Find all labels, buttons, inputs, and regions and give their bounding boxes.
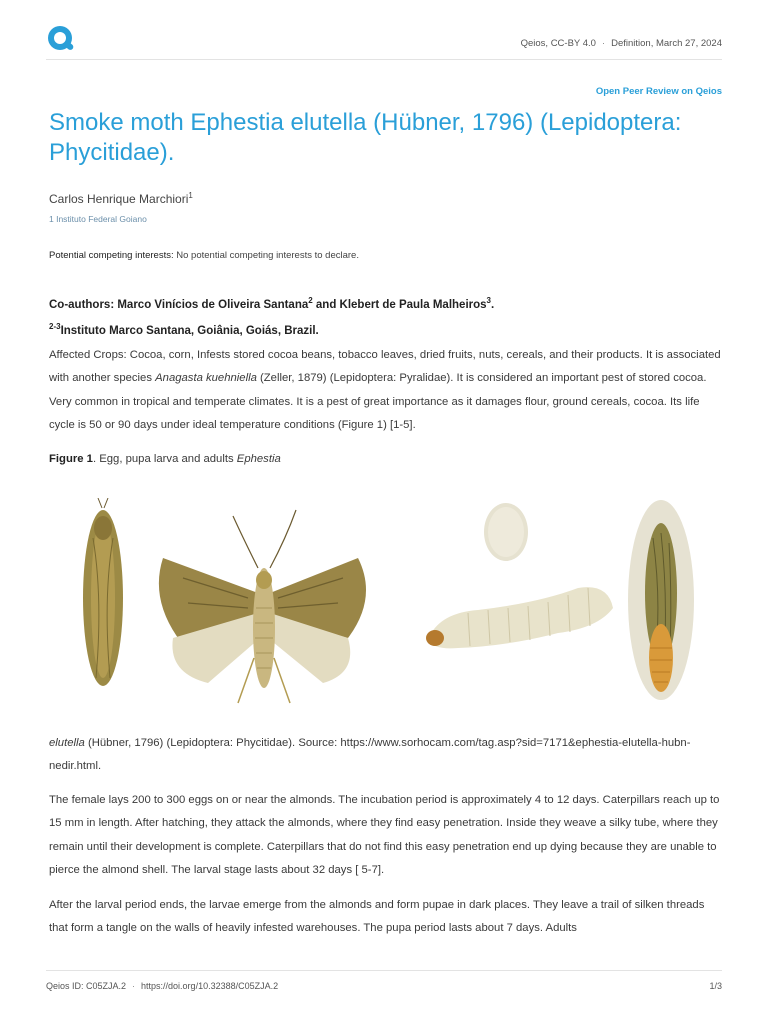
- figure-source: [49, 732, 725, 779]
- competing-interests: [49, 250, 359, 261]
- coauthor-sup-2: 3: [486, 296, 491, 305]
- page-footer: [46, 970, 722, 991]
- adult-moth-spread: [159, 510, 366, 703]
- coauthors-end: .: [490, 299, 495, 311]
- institution-text: Instituto Marco Santana, Goiânia, Goiás, Brazil.: [60, 325, 319, 337]
- paragraph-1-text-b: (Zeller, 1879) (Lepidoptera: Pyralidae). It is considered an important pest of stored cocoa. Very common in tropical and temperate climates. It is a pest of great importance as it damages flour, ground cereals, cocoa. Its life cycle is 50 or 90 days under ideal temperature conditions (Figure 1) [1-5].: [49, 372, 707, 431]
- qeios-logo-icon[interactable]: [46, 24, 78, 52]
- figure-source-species: elutella: [49, 737, 85, 749]
- competing-label: Potential competing interests:: [49, 250, 174, 261]
- header-meta: [521, 38, 722, 49]
- header-separator: ·: [601, 38, 606, 49]
- figure-source-text: (Hübner, 1796) (Lepidoptera: Phycitidae). Source: https://www.sorhocam.com/tag.asp?sid=7171&ephestia-elutella-hubn-nedir.html.: [49, 737, 691, 773]
- page-header: [46, 24, 722, 60]
- doi-link[interactable]: https://doi.org/10.32388/C05ZJA.2: [141, 981, 279, 991]
- page-title: Smoke moth Ephestia elutella (Hübner, 1796) (Lepidoptera: Phycitidae).: [49, 109, 682, 166]
- adult-moth-resting: [83, 498, 123, 686]
- qeios-id: Qeios ID: C05ZJA.2: [46, 981, 127, 991]
- coauthors-line: [49, 290, 729, 316]
- affiliation: 1 Instituto Federal Goiano: [49, 214, 147, 224]
- open-peer-review-link[interactable]: Open Peer Review on Qeios: [595, 86, 722, 97]
- pupa-in-cocoon: [628, 500, 694, 700]
- larva: [426, 587, 613, 648]
- type-date-text: Definition, March 27, 2024: [611, 38, 722, 49]
- figure-caption-text: . Egg, pupa larva and adults: [92, 453, 237, 465]
- paragraph-1: [49, 344, 725, 437]
- species-name: Anagasta kuehniella: [155, 372, 257, 385]
- institution-sup: 2-3: [49, 322, 61, 331]
- figure-caption: [49, 453, 281, 465]
- institution-line: [49, 316, 729, 342]
- figure-genus: Ephestia: [236, 453, 281, 465]
- moth-life-stages-illustration: [58, 498, 708, 708]
- coauthors-middle: and Klebert de Paula Malheiros: [312, 299, 487, 311]
- author-name: Carlos Henrique Marchiori: [49, 192, 189, 206]
- footer-separator: ·: [132, 981, 136, 991]
- coauthor-sup-1: 2: [308, 296, 313, 305]
- competing-text: No potential competing interests to declare.: [176, 250, 359, 261]
- author-sup: 1: [188, 191, 193, 200]
- coauthors-block: [49, 290, 729, 342]
- paragraph-3: After the larval period ends, the larvae emerge from the almonds and form pupae in dark places. They leave a trail of silken threads that form a tangle on the walls of heavily infested warehouses. The pupa period lasts about 7 days. Adults: [49, 899, 705, 935]
- page-number: 1/3: [709, 981, 722, 991]
- paragraph-1-text-a: Affected Crops: Cocoa, corn, Infests stored cocoa beans, tobacco leaves, dried fruits, nuts, cereals, and their products. It is associated with another species: [49, 349, 721, 385]
- license-text: Qeios, CC-BY 4.0: [520, 38, 596, 49]
- egg: [484, 503, 528, 561]
- figure-label: Figure 1: [49, 453, 93, 465]
- paragraph-2: The female lays 200 to 300 eggs on or near the almonds. The incubation period is approximately 4 to 12 days. Caterpillars reach up to 15 mm in length. After hatching, they attack the almonds, where they find easy penetration. Inside they weave a silky tube, where they remain until their development is complete. Caterpillars that do not find this easy penetration end up dying because they are unable to pierce the almond shell. The larval stage lasts about 32 days [ 5-7].: [49, 794, 720, 876]
- coauthors-prefix: Co-authors: Marco Vinícios de Oliveira Santana: [49, 299, 309, 311]
- author[interactable]: [49, 191, 193, 206]
